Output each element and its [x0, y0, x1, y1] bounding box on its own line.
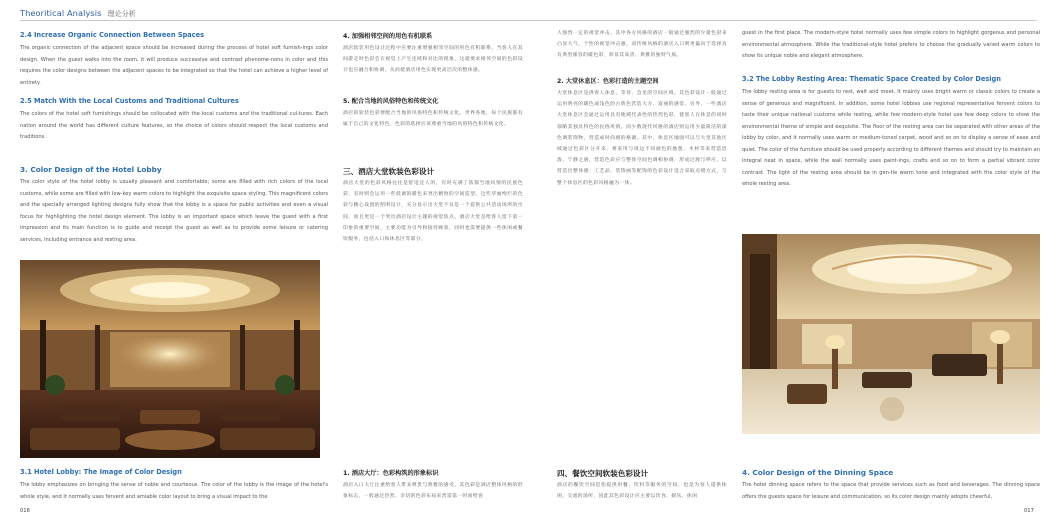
paragraph-3-2: The lobby resting area is for guests to rest, wait and meet. It mainly uses bright warm or classic colors to create a sense of generous and magnificent. In addition, some hotel lobbies use regional representative fervent colors to taste their unique national customs while resting, while few modern-style hotel use few deep colors to show the environmental theme of simple and exquisite. The floor of the resting area can be separated with other areas of the lobby by color, and it normally uses warm or medium-toned carpet, wood and so on to display a sense of ease and quiet. The color of the furniture should be used properly according to different themes and should try to maintain an integral neat in space, while the wall normally uses paint-ings, crafts and so on to form a partial vibrant color contrast. The light of the resting area should be in gen-tle warm tone and integrated with the color style of the whole resting area.	[742, 89, 1040, 187]
heading-2-5: 2.5 Match With the Local Customs and Traditional Cultures	[20, 97, 239, 105]
header-divider	[20, 20, 1037, 21]
page-number-left: 016	[20, 508, 30, 514]
heading-cn-3: 三、酒店大堂软装色彩设计	[343, 167, 435, 176]
hotel-lobby-illustration	[20, 260, 320, 458]
paragraph-cn-4-dining: 酒店的餐饮空间是指提供用餐、饮料等服务的空间，也是为客人提供休闲、交流的场所，因此其色彩设计应主要以饮食、娱乐、休闲	[557, 483, 727, 500]
section-title-cn: 理论分析	[107, 10, 136, 18]
heading-4-dining: 4. Color Design of the Dinning Space	[742, 468, 894, 477]
section-title	[20, 8, 136, 19]
paragraph-3-1: The lobby emphasizes on bringing the sense of noble and courteous. The color of the lobby is the image of the hotel's whole style, and it normally uses fervent and amiable color layout to bring a visual impact to the	[20, 482, 328, 500]
paragraph-cn-1: 酒店入口大厅注重给客人带来尊贵与典雅的感受。其色彩是酒店整体风格的形象标志，一般通过热烈、亲切的色彩布局来营造第一时间给客	[343, 483, 523, 500]
paragraph-2-4: The organic connection of the adjacent space should be increased during the process of hotel soft furnish-ings color design. When the guest walks into the room, it will produce successive and contrast phenome-nons in color and this requires the color designs between the adjacent spaces to be integrated so that the hotel can achieve a higher level of entirety.	[20, 45, 328, 86]
lobby-resting-area-photo	[742, 234, 1040, 434]
heading-3-1: 3.1 Hotel Lobby: The Image of Color Design	[20, 468, 182, 476]
heading-cn-1: 1. 酒店大厅：色彩构筑的形象标识	[343, 470, 439, 477]
paragraph-cn-5: 酒店的软装色彩要配合当地的风俗特色和传统文化。世界各地，每个民族都有属于自己的文化特色，色彩的选择应该尊重当地的风俗特色和传统文化。	[343, 111, 523, 128]
heading-2-4: 2.4 Increase Organic Connection Between Spaces	[20, 31, 205, 39]
heading-cn-5: 5. 配合当地的风俗特色和传统文化	[343, 98, 439, 105]
heading-3: 3. Color Design of the Hotel Lobby	[20, 165, 162, 174]
heading-3-2: 3.2 The Lobby Resting Area: Thematic Space Created by Color Design	[742, 75, 1001, 83]
heading-cn-2: 2. 大堂休息区：色彩打造的主题空间	[557, 78, 659, 85]
paragraph-cn-3: 酒店大堂的色彩风格往往是舒适宜人的，有时充满了浓郁当地风情的民族色彩，有时则会运用一些低调的暖色来突出精致的空间造型。这些华丽绚烂的色彩与精心设置的照明设计，充分显示出大堂不仅是一个提供公共活动场所的空间，而且更是一个突出酒店设计主题的视觉焦点。酒店大堂是给客人留下第一印象的重要空间，主要功能为引导和接待顾客，同时也需要提供一些休闲或餐饮服务，包括入口和休息区等部分。	[343, 181, 523, 243]
heading-cn-4-dining: 四、餐饮空间软装色彩设计	[557, 469, 649, 478]
hotel-lobby-photo	[20, 260, 320, 458]
section-title-en: Theoritical Analysis	[20, 8, 102, 18]
lobby-resting-illustration	[742, 234, 1040, 434]
paragraph-4-dining: The hotel dinning space refers to the space that provide services such as food and beverages. The dinning space offers the guests space for leisure and communication, so its color design mainly adopts cheerful,	[742, 482, 1040, 500]
page-number-right: 017	[1024, 508, 1034, 514]
paragraph-cn-4: 酒店软装用色设计过程中应要注重增强相邻空间的用色有机联系，当客人在其间游走时色彩会在视觉上产生连续和对比的现象，这就要求相邻空间的色彩设计也应融合和协调，从而使酒店用色实现更高层次的整体感。	[343, 46, 523, 74]
paragraph-2-5: The colors of the hotel soft furnishings should be collocated with the local customs and the traditional cul-tures. Each nation around the world has different culture features, so the choice of colors should respect the local customs and traditions.	[20, 111, 328, 140]
heading-cn-4: 4. 加强相邻空间的用色有机联系	[343, 33, 433, 40]
paragraph-3: The color style of the hotel lobby is usually pleasant and comfortable; some are filled with rich colors of the local customs, while some are filled with low-key warm colors to highlight the exquisite space styling. This magnificent colors and the specially arranged lighting designs fully show that the lobby is a space for public activities and even a visual focus for highlighting the hotel design element. The lobby is an important space which leave the guest with a first impression and its main function is to guide and receipt the guest as well as to provide some leisure or catering services, including entrance and resting area.	[20, 179, 328, 243]
paragraph-cn-2: 大堂休息区是供客人休息、等待、会见的空间区域。其色彩设计一般通过运用明亮的暖色或浅色的古典色营造大方、富丽的感觉。另外，一些酒店大堂休息区会通过运用具有地域代表性的热烈色彩，使客人在休息的同时领略其独具特色的民俗风情。而少数现代风格的酒店则运用少量简洁的深色调装饰物，营造成时尚感的格调。其中，休息区地面可以与大堂其他区域通过色彩区分开来，将采用与周边不同颜色的地毯、木材等来营造活泼、宁静之感，营造色彩应与整体空间色调相协调，形成过渡与呼应，以营造出整体感；工艺品、装饰画等配饰的色彩设计适合采取点缀方式，与整个休息区的色彩风格融为一体。	[557, 91, 727, 186]
paragraph-cn-top: 人强烈一定的视觉冲击。其中各方风格的酒店一般通过强烈的少量色彩来凸显大气，个性的视觉冲击感，而传统风格的酒店入口则更偏向于选择具有典型雍容的暖色彩，彰显其高贵、典雅的独特气质。	[557, 31, 727, 59]
paragraph-3-1-cont: guest in the first place. The modern-style hotel normally uses few simple colors to highlight gorgeous and personal environmental atmosphere. While the traditional-style hotel prefers to choose the gradually varied warm colors to show its unique noble and elegant atmosphere.	[742, 30, 1040, 59]
